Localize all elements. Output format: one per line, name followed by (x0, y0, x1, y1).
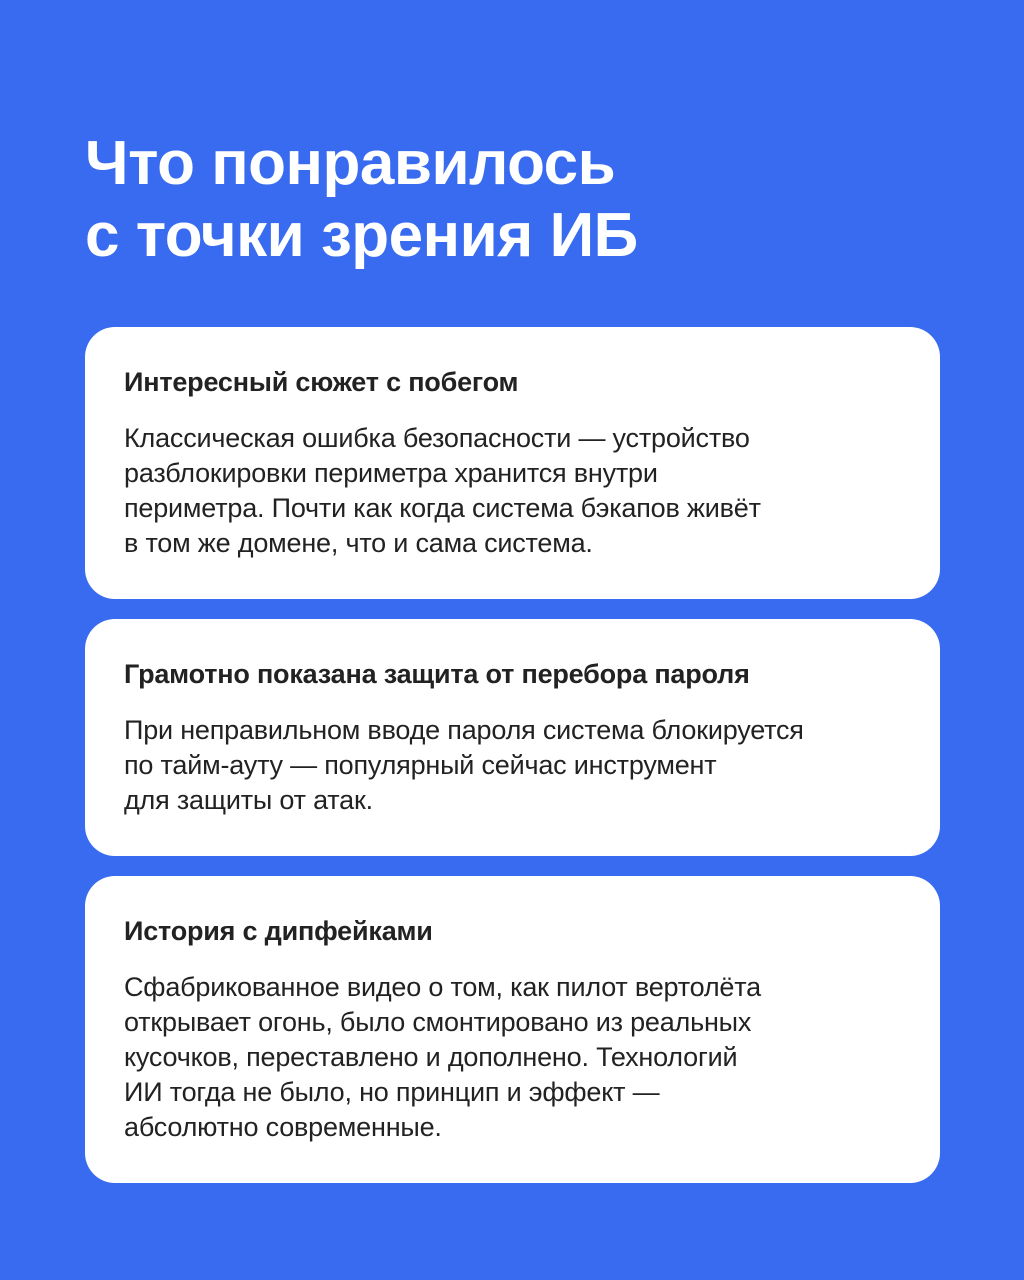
card-text-line: Сфабрикованное видео о том, как пилот вертолёта (124, 972, 761, 1002)
card-text-line: При неправильном вводе пароля система блокируется (124, 715, 804, 745)
card-text-line: ИИ тогда не было, но принцип и эффект — (124, 1077, 660, 1107)
card-title: Грамотно показана защита от перебора пароля (124, 659, 750, 689)
card-text-line: периметра. Почти как когда система бэкапов живёт (124, 493, 761, 523)
card-text-line: по тайм-ауту — популярный сейчас инструмент (124, 750, 717, 780)
card-text-line: открывает огонь, было смонтировано из реальных (124, 1007, 752, 1037)
card-deepfakes (85, 876, 940, 1183)
card-text (124, 970, 900, 1145)
card-text-line: для защиты от атак. (124, 785, 373, 815)
page-title-line-2: с точки зрения ИБ (85, 201, 638, 270)
card-text-line: в том же домене, что и сама система. (124, 528, 593, 558)
page-title-line-1: Что понравилось (85, 129, 616, 198)
card-escape-plot (85, 327, 940, 599)
card-text-line: Классическая ошибка безопасности — устройство (124, 423, 750, 453)
card-text-line: кусочков, переставлено и дополнено. Технологий (124, 1042, 738, 1072)
card-title: Интересный сюжет с побегом (124, 367, 519, 397)
card-title: История с дипфейками (124, 916, 433, 946)
page-title (85, 128, 638, 272)
card-password-bruteforce (85, 619, 940, 856)
card-text (124, 421, 900, 561)
card-text-line: абсолютно современные. (124, 1112, 442, 1142)
card-text (124, 713, 900, 818)
card-text-line: разблокировки периметра хранится внутри (124, 458, 658, 488)
